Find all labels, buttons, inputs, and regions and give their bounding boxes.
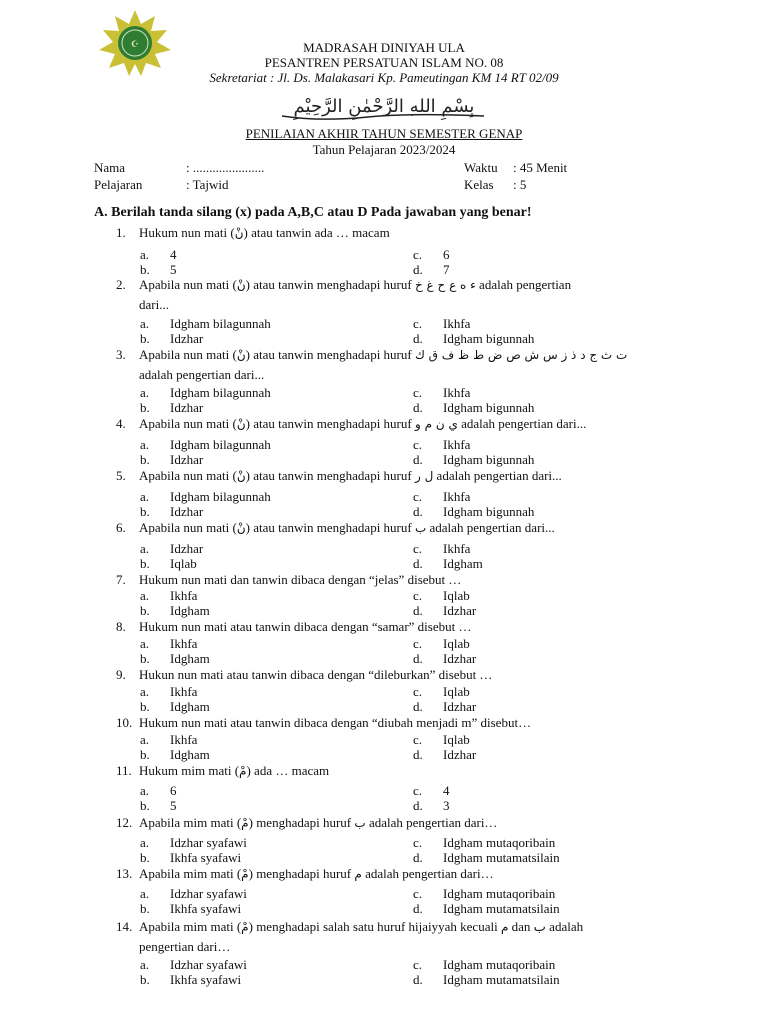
option-a	[140, 783, 177, 798]
option-letter: a.	[140, 732, 150, 747]
option-text: Idzhar	[170, 504, 204, 519]
option-letter: a.	[140, 957, 150, 972]
option-a	[140, 316, 271, 331]
option-text: Ikhfa	[170, 732, 198, 747]
arabic-letters: ل ر	[414, 469, 434, 483]
question-number: 6.	[116, 520, 126, 535]
question-text: ) atau tanwin menghadapi huruf	[245, 520, 415, 535]
option-letter: c.	[413, 732, 423, 747]
option-letter: c.	[413, 835, 423, 850]
option-d	[413, 699, 476, 714]
option-letter: d.	[413, 331, 423, 346]
option-letter: b.	[140, 400, 150, 415]
option-letter: d.	[413, 262, 423, 277]
arabic-letters: ء ه ع ح غ خ	[414, 278, 476, 292]
question-14	[116, 919, 676, 935]
question-number: 14.	[116, 919, 133, 934]
option-text: Idgham bigunnah	[443, 331, 535, 346]
option-text: 4	[170, 247, 177, 262]
option-letter: d.	[413, 972, 423, 987]
question-12	[116, 815, 676, 831]
option-d	[413, 603, 476, 618]
option-c	[413, 541, 470, 556]
option-c	[413, 835, 555, 850]
option-text: 5	[170, 262, 177, 277]
option-letter: a.	[140, 385, 150, 400]
question-continuation: dari...	[139, 297, 169, 312]
option-text: Idgham bilagunnah	[170, 489, 271, 504]
option-letter: d.	[413, 798, 423, 813]
option-text: Idzhar syafawi	[170, 957, 247, 972]
option-letter: a.	[140, 636, 150, 651]
option-letter: b.	[140, 699, 150, 714]
arabic-letter: مْ	[241, 867, 249, 881]
arabic-letters: ب	[414, 521, 427, 535]
question-text: Apabila nun mati (	[139, 468, 237, 483]
option-letter: a.	[140, 886, 150, 901]
nama-label: Nama	[94, 160, 126, 175]
option-letter: c.	[413, 385, 423, 400]
option-text: Ikhfa	[443, 385, 471, 400]
option-letter: a.	[140, 541, 150, 556]
option-text: 4	[443, 783, 450, 798]
question-number: 3.	[116, 347, 126, 362]
question-continuation: adalah pengertian dari...	[139, 367, 265, 382]
question-text: adalah pengertian dari...	[457, 416, 587, 431]
option-b	[140, 556, 197, 571]
arabic-letter: نْ	[236, 521, 246, 535]
question-8	[116, 619, 676, 634]
option-c	[413, 783, 450, 798]
option-c	[413, 684, 470, 699]
option-d	[413, 400, 534, 415]
question-text: ) atau tanwin menghadapi huruf	[245, 468, 415, 483]
option-c	[413, 437, 470, 452]
option-letter: a.	[140, 316, 150, 331]
option-letter: d.	[413, 452, 423, 467]
question-number: 1.	[116, 225, 126, 240]
option-letter: a.	[140, 684, 150, 699]
option-b	[140, 972, 241, 987]
option-b	[140, 901, 241, 916]
arabic-letter: نْ	[236, 469, 246, 483]
nama-value: : ......................	[186, 160, 265, 175]
option-letter: d.	[413, 603, 423, 618]
option-text: Iqlab	[443, 684, 470, 699]
option-text: Iqlab	[443, 636, 470, 651]
option-text: Idgham bilagunnah	[170, 316, 271, 331]
option-text: Idzhar	[443, 603, 477, 618]
option-text: Ikhfa syafawi	[170, 972, 242, 987]
option-b	[140, 452, 203, 467]
option-text: Idgham bigunnah	[443, 400, 535, 415]
option-letter: c.	[413, 588, 423, 603]
pelajaran-label: Pelajaran	[94, 177, 143, 192]
question-4	[116, 416, 676, 432]
option-a	[140, 541, 203, 556]
option-d	[413, 331, 534, 346]
option-text: Idgham mutaqoribain	[443, 886, 556, 901]
option-text: Ikhfa	[443, 316, 471, 331]
option-letter: a.	[140, 588, 150, 603]
arabic-letter: مْ	[241, 920, 249, 934]
option-letter: a.	[140, 489, 150, 504]
option-text: Ikhfa	[443, 437, 471, 452]
question-continuation: pengertian dari…	[139, 939, 231, 954]
arabic-letters: ي ن م و	[414, 417, 458, 431]
option-b	[140, 400, 203, 415]
question-text: Apabila mim mati (	[139, 919, 242, 934]
question-7	[116, 572, 676, 587]
option-a	[140, 385, 271, 400]
question-text: adalah pengertian dari...	[433, 468, 562, 483]
option-text: Ikhfa	[170, 636, 198, 651]
school-subtitle: PESANTREN PERSATUAN ISLAM NO. 08	[264, 55, 504, 70]
option-text: Idgham	[170, 603, 210, 618]
question-text: adalah pengertian dari…	[361, 866, 494, 881]
option-b	[140, 504, 203, 519]
question-number: 4.	[116, 416, 126, 431]
option-letter: b.	[140, 331, 150, 346]
option-b	[140, 651, 210, 666]
option-a	[140, 636, 197, 651]
question-number: 10.	[116, 715, 133, 730]
option-d	[413, 651, 476, 666]
option-d	[413, 850, 560, 865]
option-text: 6	[170, 783, 177, 798]
arabic-letters: م	[354, 867, 362, 881]
option-text: Idgham	[170, 651, 210, 666]
question-text: Hukum nun mati atau tanwin dibaca dengan “diubah menjadi m” disebut…	[139, 715, 532, 730]
option-text: Idzhar syafawi	[170, 886, 247, 901]
option-a	[140, 437, 271, 452]
option-text: Idgham	[170, 747, 210, 762]
question-5	[116, 468, 676, 484]
arabic-letter: نْ	[236, 417, 246, 431]
option-letter: b.	[140, 504, 150, 519]
option-d	[413, 798, 450, 813]
option-letter: d.	[413, 699, 423, 714]
option-b	[140, 262, 177, 277]
option-letter: d.	[413, 504, 423, 519]
question-number: 8.	[116, 619, 126, 634]
option-text: Idgham mutamatsilain	[443, 850, 560, 865]
option-c	[413, 316, 470, 331]
question-number: 11.	[116, 763, 132, 778]
option-c	[413, 489, 470, 504]
option-letter: d.	[413, 850, 423, 865]
option-letter: b.	[140, 972, 150, 987]
option-c	[413, 957, 555, 972]
basmala-text: بِسْمِ اللهِ الرَّحْمٰنِ الرَّحِيْمِ	[293, 96, 475, 117]
option-letter: c.	[413, 636, 423, 651]
option-text: Idzhar	[170, 541, 204, 556]
option-text: Ikhfa syafawi	[170, 850, 242, 865]
question-text: Hukum nun mati atau tanwin dibaca dengan “samar” disebut …	[139, 619, 472, 634]
option-text: Idzhar	[170, 400, 204, 415]
option-letter: c.	[413, 541, 423, 556]
option-b	[140, 603, 210, 618]
option-d	[413, 747, 476, 762]
option-a	[140, 835, 247, 850]
question-text: adalah pengertian dari...	[426, 520, 555, 535]
option-text: Ikhfa	[443, 541, 471, 556]
question-6	[116, 520, 676, 536]
exam-title: PENILAIAN AKHIR TAHUN SEMESTER GENAP	[245, 126, 523, 141]
question-text: Hukum nun mati dan tanwin dibaca dengan “jelas” disebut …	[139, 572, 462, 587]
option-a	[140, 886, 247, 901]
option-d	[413, 262, 450, 277]
question-text: adalah pengertian	[475, 277, 572, 292]
question-text: ) atau tanwin ada … macam	[243, 225, 390, 240]
option-c	[413, 732, 470, 747]
question-3	[116, 347, 676, 363]
option-c	[413, 385, 470, 400]
option-text: Idgham bigunnah	[443, 504, 535, 519]
question-text: Apabila nun mati (	[139, 277, 237, 292]
waktu-value: : 45 Menit	[513, 160, 568, 175]
option-text: 7	[443, 262, 450, 277]
option-letter: b.	[140, 798, 150, 813]
option-letter: d.	[413, 556, 423, 571]
option-text: Idzhar syafawi	[170, 835, 247, 850]
question-number: 7.	[116, 572, 126, 587]
arabic-letters: ب	[354, 816, 366, 830]
option-a	[140, 247, 177, 262]
option-letter: c.	[413, 957, 423, 972]
option-text: 6	[443, 247, 450, 262]
school-address: Sekretariat : Jl. Ds. Malakasari Kp. Pameutingan KM 14 RT 02/09	[209, 70, 559, 85]
option-text: 5	[170, 798, 177, 813]
option-letter: b.	[140, 747, 150, 762]
option-letter: d.	[413, 400, 423, 415]
arabic-letter: نْ	[236, 278, 246, 292]
option-text: 3	[443, 798, 450, 813]
option-d	[413, 972, 560, 987]
question-number: 12.	[116, 815, 133, 830]
option-text: Idzhar	[443, 747, 477, 762]
option-letter: a.	[140, 835, 150, 850]
option-letter: c.	[413, 886, 423, 901]
option-letter: b.	[140, 556, 150, 571]
option-d	[413, 901, 560, 916]
option-d	[413, 504, 534, 519]
question-text: ) ada … macam	[246, 763, 330, 778]
question-number: 9.	[116, 667, 126, 682]
question-text: adalah pengertian dari…	[365, 815, 498, 830]
option-text: Ikhfa syafawi	[170, 901, 242, 916]
option-text: Idgham bilagunnah	[170, 437, 271, 452]
option-text: Idgham bigunnah	[443, 452, 535, 467]
svg-text:☪: ☪	[130, 40, 140, 50]
question-text: Apabila mim mati (	[139, 866, 242, 881]
question-text: Apabila nun mati (	[139, 416, 237, 431]
waktu-label: Waktu	[464, 160, 498, 175]
option-letter: c.	[413, 783, 423, 798]
school-name: MADRASAH DINIYAH ULA	[303, 40, 465, 55]
option-text: Iqlab	[170, 556, 197, 571]
arabic-letter: نْ	[236, 348, 246, 362]
arabic-letters: م	[500, 920, 509, 934]
question-text: ) atau tanwin menghadapi huruf	[245, 347, 415, 362]
option-a	[140, 489, 271, 504]
question-text: ) menghadapi huruf	[248, 866, 355, 881]
option-letter: b.	[140, 603, 150, 618]
option-a	[140, 684, 197, 699]
question-number: 2.	[116, 277, 126, 292]
option-letter: a.	[140, 783, 150, 798]
pelajaran-value: : Tajwid	[186, 177, 229, 192]
question-10	[116, 715, 676, 730]
arabic-letter: مْ	[241, 816, 249, 830]
option-text: Idgham mutamatsilain	[443, 972, 560, 987]
question-text: ) menghadapi salah satu huruf hijaiyyah kecuali	[248, 919, 501, 934]
option-text: Idzhar	[170, 452, 204, 467]
question-text: Apabila nun mati (	[139, 347, 237, 362]
option-a	[140, 732, 197, 747]
option-a	[140, 588, 197, 603]
option-letter: b.	[140, 651, 150, 666]
kelas-value: : 5	[513, 177, 527, 192]
option-c	[413, 886, 555, 901]
option-c	[413, 636, 470, 651]
question-13	[116, 866, 676, 882]
option-text: Idgham bilagunnah	[170, 385, 271, 400]
option-b	[140, 331, 203, 346]
option-text: Idgham mutaqoribain	[443, 957, 556, 972]
option-letter: b.	[140, 850, 150, 865]
question-number: 13.	[116, 866, 133, 881]
question-9	[116, 667, 676, 682]
option-letter: d.	[413, 747, 423, 762]
option-c	[413, 588, 470, 603]
question-2	[116, 277, 676, 293]
option-letter: c.	[413, 316, 423, 331]
question-11	[116, 763, 676, 779]
question-text: ) menghadapi huruf	[248, 815, 355, 830]
kelas-label: Kelas	[464, 177, 494, 192]
question-number: 5.	[116, 468, 126, 483]
option-letter: c.	[413, 489, 423, 504]
arabic-letter: مْ	[239, 764, 247, 778]
option-letter: b.	[140, 452, 150, 467]
option-letter: d.	[413, 901, 423, 916]
option-b	[140, 747, 210, 762]
question-text: Apabila nun mati (	[139, 520, 237, 535]
option-text: Idgham	[443, 556, 483, 571]
option-text: Idgham	[170, 699, 210, 714]
basmala-calligraphy	[278, 90, 490, 126]
question-text: Hukun nun mati atau tanwin dibaca dengan “dileburkan” disebut …	[139, 667, 493, 682]
question-text: Hukum nun mati (	[139, 225, 235, 240]
school-year: Tahun Pelajaran 2023/2024	[312, 142, 456, 157]
question-text: ) atau tanwin menghadapi huruf	[245, 416, 415, 431]
option-text: Idgham mutamatsilain	[443, 901, 560, 916]
option-d	[413, 452, 534, 467]
option-letter: a.	[140, 247, 150, 262]
option-a	[140, 957, 247, 972]
option-text: Idzhar	[170, 331, 204, 346]
question-text: Apabila mim mati (	[139, 815, 242, 830]
option-text: Ikhfa	[170, 588, 198, 603]
option-letter: b.	[140, 262, 150, 277]
question-text: dan ب adalah	[508, 919, 584, 934]
question-text: ) atau tanwin menghadapi huruf	[245, 277, 415, 292]
option-text: Ikhfa	[443, 489, 471, 504]
option-b	[140, 699, 210, 714]
option-letter: a.	[140, 437, 150, 452]
option-letter: c.	[413, 684, 423, 699]
option-text: Ikhfa	[170, 684, 198, 699]
option-letter: c.	[413, 247, 423, 262]
option-letter: c.	[413, 437, 423, 452]
option-b	[140, 798, 177, 813]
option-text: Iqlab	[443, 588, 470, 603]
option-text: Idzhar	[443, 699, 477, 714]
option-letter: b.	[140, 901, 150, 916]
arabic-letters: ت ث ج د ذ ز س ش ص ض ط ظ ف ق ك	[414, 348, 628, 362]
option-letter: d.	[413, 651, 423, 666]
option-d	[413, 556, 483, 571]
option-text: Idzhar	[443, 651, 477, 666]
arabic-letter: نْ	[234, 226, 244, 240]
option-text: Iqlab	[443, 732, 470, 747]
question-1	[116, 225, 676, 241]
question-text: Hukum mim mati (	[139, 763, 240, 778]
option-b	[140, 850, 241, 865]
section-heading: A. Berilah tanda silang (x) pada A,B,C atau D Pada jawaban yang benar!	[94, 205, 532, 220]
option-c	[413, 247, 450, 262]
option-text: Idgham mutaqoribain	[443, 835, 556, 850]
